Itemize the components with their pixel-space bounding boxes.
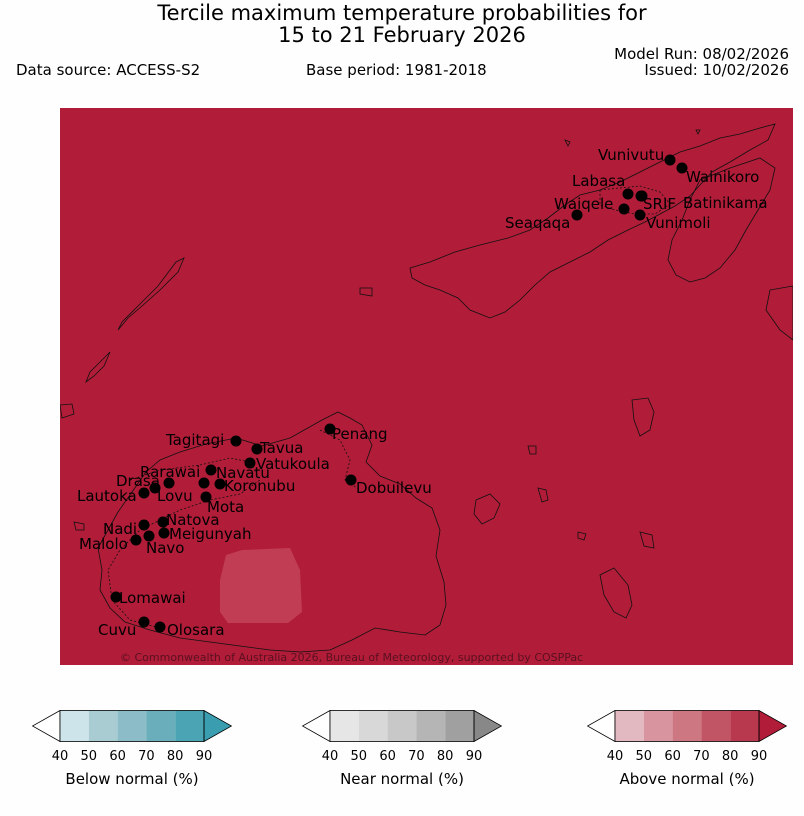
station-label: Mota (207, 498, 245, 516)
colorbar-tick-label: 70 (138, 749, 155, 764)
colorbar-high-extension (759, 711, 787, 742)
station-label: Navo (146, 539, 185, 557)
colorbar-tick-label: 40 (606, 749, 624, 764)
colorbar-segment (445, 711, 474, 742)
station-label: Meigunyah (169, 525, 252, 543)
colorbar-segment (118, 711, 147, 742)
issued-date: Issued: 10/02/2026 (644, 61, 789, 79)
colorbar (302, 710, 502, 742)
colorbar-segment (146, 711, 175, 742)
station-dot (231, 436, 242, 447)
station-label: Malolo (79, 535, 128, 553)
title-line1: Tercile maximum temperature probabilities for (157, 1, 647, 25)
map-background (60, 108, 793, 665)
colorbar-segment (359, 711, 388, 742)
colorbar-high-extension (474, 711, 502, 742)
copyright-text: © Commonwealth of Australia 2026, Bureau of Meteorology, supported by COSPPac (120, 651, 584, 664)
colorbar-segment (388, 711, 417, 742)
colorbar-segment (89, 711, 118, 742)
station-dot (623, 189, 634, 200)
data-source: Data source: ACCESS-S2 (16, 61, 201, 79)
station-dot (206, 465, 217, 476)
colorbar-tick-label: 40 (51, 749, 69, 764)
station-label: Natova (166, 511, 220, 529)
station-label: Seaqaqa (505, 214, 571, 232)
station-label: Penang (332, 425, 388, 443)
station-label: Navatu (216, 464, 270, 482)
colorbar-segment (701, 711, 730, 742)
colorbar-title: Near normal (%) (340, 770, 464, 788)
station-dot (346, 475, 357, 486)
station-label: Drasa (116, 472, 160, 490)
station-label: Nadi (103, 520, 138, 538)
station-label: Lovu (157, 487, 193, 505)
station-label: Rarawai (140, 463, 201, 481)
station-label: Batinikama (683, 194, 768, 212)
station-dot (619, 204, 630, 215)
colorbar-tick-label: 90 (750, 749, 768, 764)
colorbar-tick-label: 90 (195, 749, 213, 764)
station-label: Vunimoli (646, 214, 711, 232)
colorbar-tick-label: 80 (721, 749, 739, 764)
probability-map (60, 108, 793, 665)
station-label: Lomawai (119, 589, 186, 607)
title-line2: 15 to 21 February 2026 (278, 23, 526, 47)
colorbar-tick-label: 80 (166, 749, 184, 764)
station-dot (159, 528, 170, 539)
station-label: Tagitagi (166, 431, 225, 449)
colorbar-segment (644, 711, 673, 742)
colorbar-segment (615, 711, 644, 742)
colorbar-high-extension (204, 711, 232, 742)
colorbar-tick-label: 50 (635, 749, 653, 764)
station-label: Tavua (260, 439, 304, 457)
colorbar-title: Below normal (%) (65, 770, 199, 788)
station-label: Labasa (572, 172, 626, 190)
colorbar-tick-label: 70 (408, 749, 425, 764)
station-label: Dobuilevu (356, 479, 432, 497)
colorbar (32, 710, 232, 742)
station-label: Olosara (167, 621, 225, 639)
colorbar-title: Above normal (%) (619, 770, 755, 788)
station-label: Lautoka (77, 487, 137, 505)
colorbar-tick-label: 70 (693, 749, 710, 764)
colorbar-segment (330, 711, 359, 742)
station-label: Koronubu (224, 477, 296, 495)
station-label: Vatukoula (256, 455, 330, 473)
colorbar-tick-label: 50 (80, 749, 98, 764)
colorbar-tick-label: 60 (109, 749, 126, 764)
station-dot (155, 622, 166, 633)
colorbar-segment (60, 711, 89, 742)
colorbar-segment (175, 711, 204, 742)
colorbar-segment (673, 711, 702, 742)
colorbar-tick-label: 80 (436, 749, 454, 764)
colorbar-low-extension (303, 711, 331, 742)
colorbar-tick-label: 60 (664, 749, 681, 764)
colorbar-low-extension (588, 711, 616, 742)
station-dot (665, 155, 676, 166)
station-dot (139, 617, 150, 628)
station-label: Wainikoro (686, 168, 760, 186)
station-label: Vunivutu (598, 146, 665, 164)
base-period: Base period: 1981-2018 (306, 61, 487, 79)
colorbar-tick-label: 50 (350, 749, 368, 764)
station-dot (139, 520, 150, 531)
colorbar-segment (730, 711, 759, 742)
colorbar-segment (416, 711, 445, 742)
model-run: Model Run: 08/02/2026 (614, 45, 789, 63)
colorbar (587, 710, 787, 742)
faded-patch (220, 548, 302, 623)
colorbar-tick-label: 40 (321, 749, 339, 764)
colorbar-low-extension (33, 711, 61, 742)
station-label: Waiqele (554, 195, 614, 213)
colorbar-tick-label: 60 (379, 749, 396, 764)
colorbar-tick-label: 90 (465, 749, 483, 764)
station-label: Cuvu (98, 621, 137, 639)
station-label: SRIF (643, 195, 676, 213)
